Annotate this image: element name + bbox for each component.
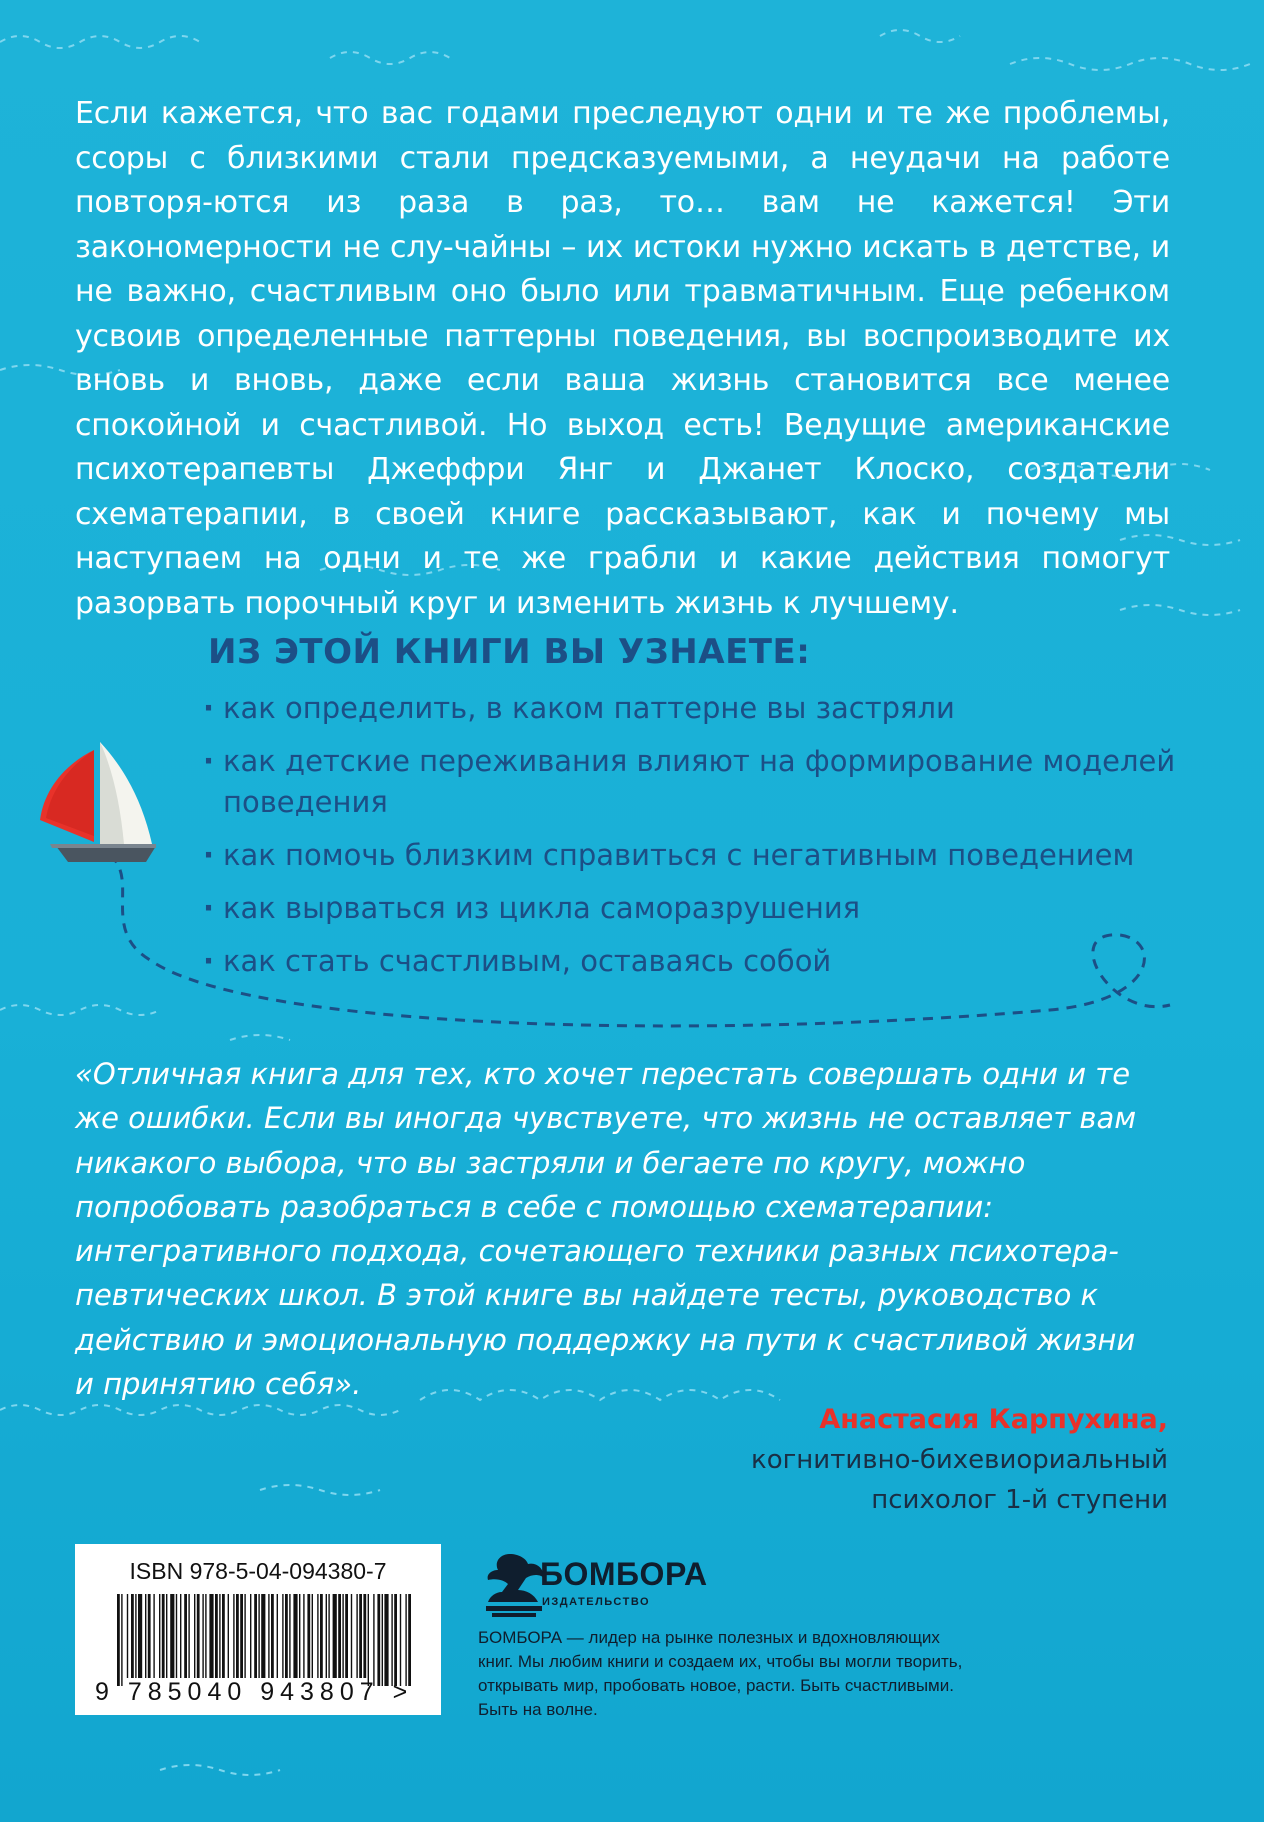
barcode-bar	[394, 1594, 397, 1686]
barcode-bar	[328, 1594, 329, 1678]
publisher-description: БОМБОРА — лидер на рынке полезных и вдохновляющих книг. Мы любим книги и создаем их, чтобы вы могли творить, открывать мир, пробовать новое, расти. Быть счастливыми. Быть на волне.	[478, 1628, 963, 1719]
publisher-subtitle: ИЗДАТЕЛЬСТВО	[542, 1596, 651, 1608]
barcode-bar	[121, 1594, 122, 1686]
barcode-bar	[205, 1594, 206, 1678]
learn-heading: ИЗ ЭТОЙ КНИГИ ВЫ УЗНАЕТЕ:	[208, 632, 811, 672]
learn-item: · как детские переживания влияют на формирование моделей поведения	[203, 741, 1203, 823]
learn-item: · как определить, в каком паттерне вы застряли	[203, 688, 1203, 729]
barcode-bar	[233, 1594, 234, 1678]
barcode-bar	[373, 1594, 374, 1686]
barcode-bar	[277, 1594, 278, 1678]
barcode-bar	[135, 1594, 136, 1678]
barcode-bar	[342, 1594, 343, 1678]
barcode-bar	[127, 1594, 128, 1678]
barcode-bar	[299, 1594, 300, 1678]
barcode-bar	[194, 1594, 195, 1678]
barcode-bar	[219, 1594, 220, 1678]
barcode-bar	[138, 1594, 142, 1678]
barcode-bar	[307, 1594, 310, 1678]
barcode-digits: 9 785040 943807 >	[95, 1678, 414, 1706]
barcode-bar	[282, 1594, 283, 1678]
barcode-bar	[228, 1594, 229, 1678]
barcode-bar	[184, 1594, 187, 1678]
barcode-bar	[215, 1594, 218, 1678]
barcode-bar	[271, 1594, 274, 1678]
barcode-bar	[303, 1594, 304, 1678]
barcode-bar	[317, 1594, 318, 1678]
author-name: Анастасия Карпухина,	[819, 1404, 1168, 1435]
barcode-bar	[326, 1594, 327, 1678]
author-role: когнитивно-бихевиориальный	[751, 1445, 1168, 1475]
barcode-bar	[384, 1594, 388, 1686]
barcode-bar	[356, 1594, 357, 1678]
barcode-bar	[320, 1594, 323, 1678]
review-quote: «Отличная книга для тех, кто хочет перестать совершать одни и те же ошибки. Если вы иногда чувствуете, что жизнь не оставляет вам никакого выбора, что вы застряли и бегаете по кругу, можно попробовать разобраться в себе с помощью схематерапии: интегративного подхода, сочетающего техники разных психотера-певтических школ. В этой книге вы найдете тесты, руководство к действию и эмоциональную поддержку на пути к счастливой жизни и принятию себя».	[75, 1057, 1137, 1402]
barcode-bar	[391, 1594, 392, 1686]
barcode-bar	[351, 1594, 352, 1678]
author-role: психолог 1-й ступени	[871, 1485, 1168, 1515]
barcode-bar	[408, 1594, 411, 1686]
publisher-name: БОМБОРА	[540, 1556, 708, 1592]
barcode-bar	[202, 1594, 203, 1678]
barcode-bar	[159, 1594, 160, 1678]
barcode-bar	[363, 1594, 366, 1678]
barcode-bar	[222, 1594, 225, 1678]
barcode-bar	[345, 1594, 348, 1678]
barcode-bar	[170, 1594, 174, 1678]
learn-list	[203, 688, 1203, 994]
learn-item: · как помочь близким справиться с негативным поведением	[203, 835, 1203, 876]
barcode-bar	[145, 1594, 146, 1678]
barcode-bar	[368, 1594, 369, 1686]
barcode-bar	[240, 1594, 243, 1678]
barcode-bar	[188, 1594, 189, 1678]
sailboat-icon	[24, 740, 164, 870]
learn-item: · как стать счастливым, оставаясь собой	[203, 941, 1203, 982]
barcode-bar	[117, 1594, 120, 1686]
barcode-icon	[115, 1594, 415, 1686]
barcode-bar	[250, 1594, 251, 1678]
barcode-bar	[258, 1594, 259, 1678]
learn-item: · как вырваться из цикла саморазрушения	[203, 888, 1203, 929]
barcode-bar	[377, 1594, 380, 1686]
review-author	[751, 1400, 1168, 1520]
barcode-bar	[400, 1594, 401, 1686]
barcode-bar	[289, 1594, 290, 1678]
barcode-bar	[244, 1594, 245, 1678]
barcode-bar	[359, 1594, 362, 1678]
barcode-bar	[405, 1594, 406, 1686]
barcode-bar	[176, 1594, 177, 1678]
book-description: Если кажется, что вас годами преследуют одни и те же проблемы, ссоры с близкими стали предсказуемыми, а неудачи на работе повторя-ются из раза в раз, то… вам не кажется! Эти закономерности не слу-чайны – их истоки нужно искать в детстве, и не важно, счастливым оно было или травматичным. Еще ребенком усвоив определенные паттерны поведения, вы воспроизводите их вновь и вновь, даже если ваша жизнь становится все менее спокойной и счастливой. Но выход есть! Ведущие американские психотерапевты Джеффри Янг и Джанет Клоско, создатели схематерапии, в своей книге рассказывают, как и почему мы наступаем на одни и те же грабли и какие действия помогут разорвать порочный круг и изменить жизнь к лучшему.	[75, 96, 1170, 621]
barcode-bar	[209, 1594, 213, 1678]
barcode-bar	[268, 1594, 269, 1678]
barcode-bar	[261, 1594, 265, 1678]
barcode-bar	[333, 1594, 337, 1678]
barcode-bar	[285, 1594, 288, 1678]
barcode-bar	[180, 1594, 181, 1678]
barcode-bar	[131, 1594, 134, 1678]
barcode-bar	[293, 1594, 297, 1678]
barcode-bar	[153, 1594, 154, 1678]
barcode-panel	[75, 1544, 441, 1715]
barcode-bar	[382, 1594, 383, 1686]
barcode-bar	[197, 1594, 200, 1678]
barcode-bar	[254, 1594, 257, 1678]
barcode-bar	[148, 1594, 151, 1678]
barcode-bar	[312, 1594, 313, 1678]
barcode-bar	[162, 1594, 165, 1678]
barcode-bar	[166, 1594, 167, 1678]
barcode-bar	[236, 1594, 239, 1678]
barcode-bar	[338, 1594, 341, 1678]
isbn-label: ISBN 978-5-04-094380-7	[129, 1558, 387, 1584]
